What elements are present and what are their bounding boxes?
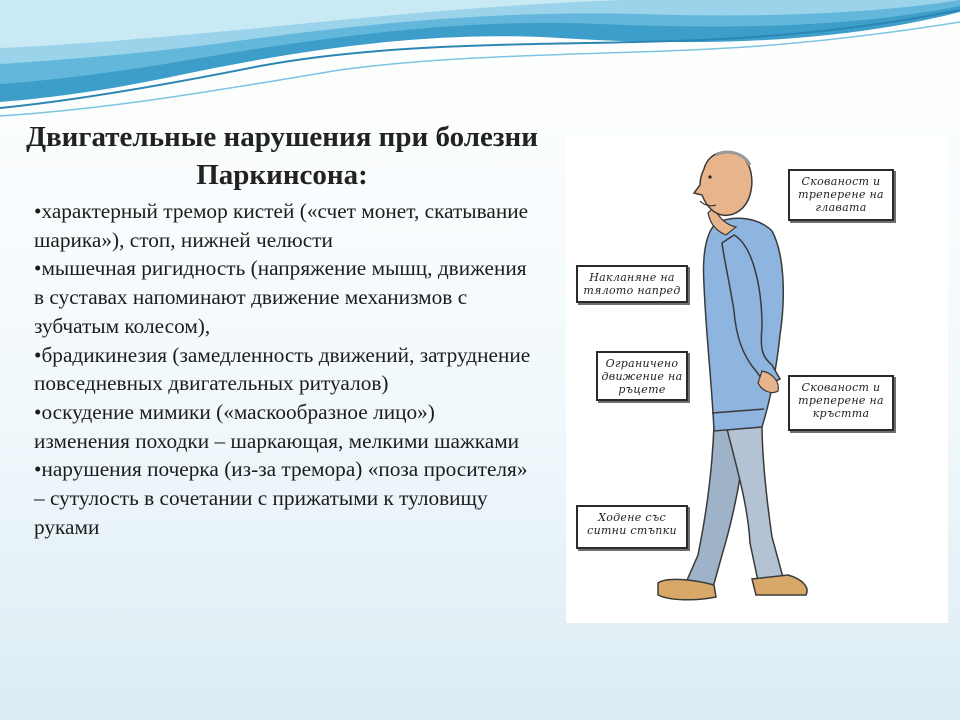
symptom-item-tremor: •характерный тремор кистей («счет монет, скатывание шарика»), стоп, нижней челюсти xyxy=(34,199,529,252)
parkinson-posture-illustration xyxy=(566,135,948,623)
label-head-tremor: Скованост и треперене на главата xyxy=(788,169,894,221)
symptom-list xyxy=(34,197,534,541)
label-trunk-forward: Накланяне на тялото напред xyxy=(576,265,688,303)
label-small-steps: Ходене със ситни стъпки xyxy=(576,505,688,549)
slide-title: Двигательные нарушения при болезни Паркинсона: xyxy=(26,121,538,191)
symptom-item-bradykinesia: •брадикинезия (замедленность движений, затруднение повседневных двигательных ритуалов) xyxy=(34,342,531,396)
symptom-item-hypomimia-gait: •оскудение мимики («маскообразное лицо») изменения походки – шаркающая, мелкими шажками xyxy=(34,399,520,453)
header-waves xyxy=(0,0,960,130)
symptom-item-handwriting-posture: •нарушения почерка (из-за тремора) «поза просителя» – сутулость в сочетании с прижатыми к туловищу руками xyxy=(34,457,528,539)
label-arm-movement: Ограничено движение на ръцете xyxy=(596,351,688,401)
symptom-item-rigidity: •мышечная ригидность (напряжение мышц, движения в суставах напоминают движение механизмов с зубчатым колесом), xyxy=(34,256,527,338)
label-hip-tremor: Скованост и треперене на кръстта xyxy=(788,375,894,431)
